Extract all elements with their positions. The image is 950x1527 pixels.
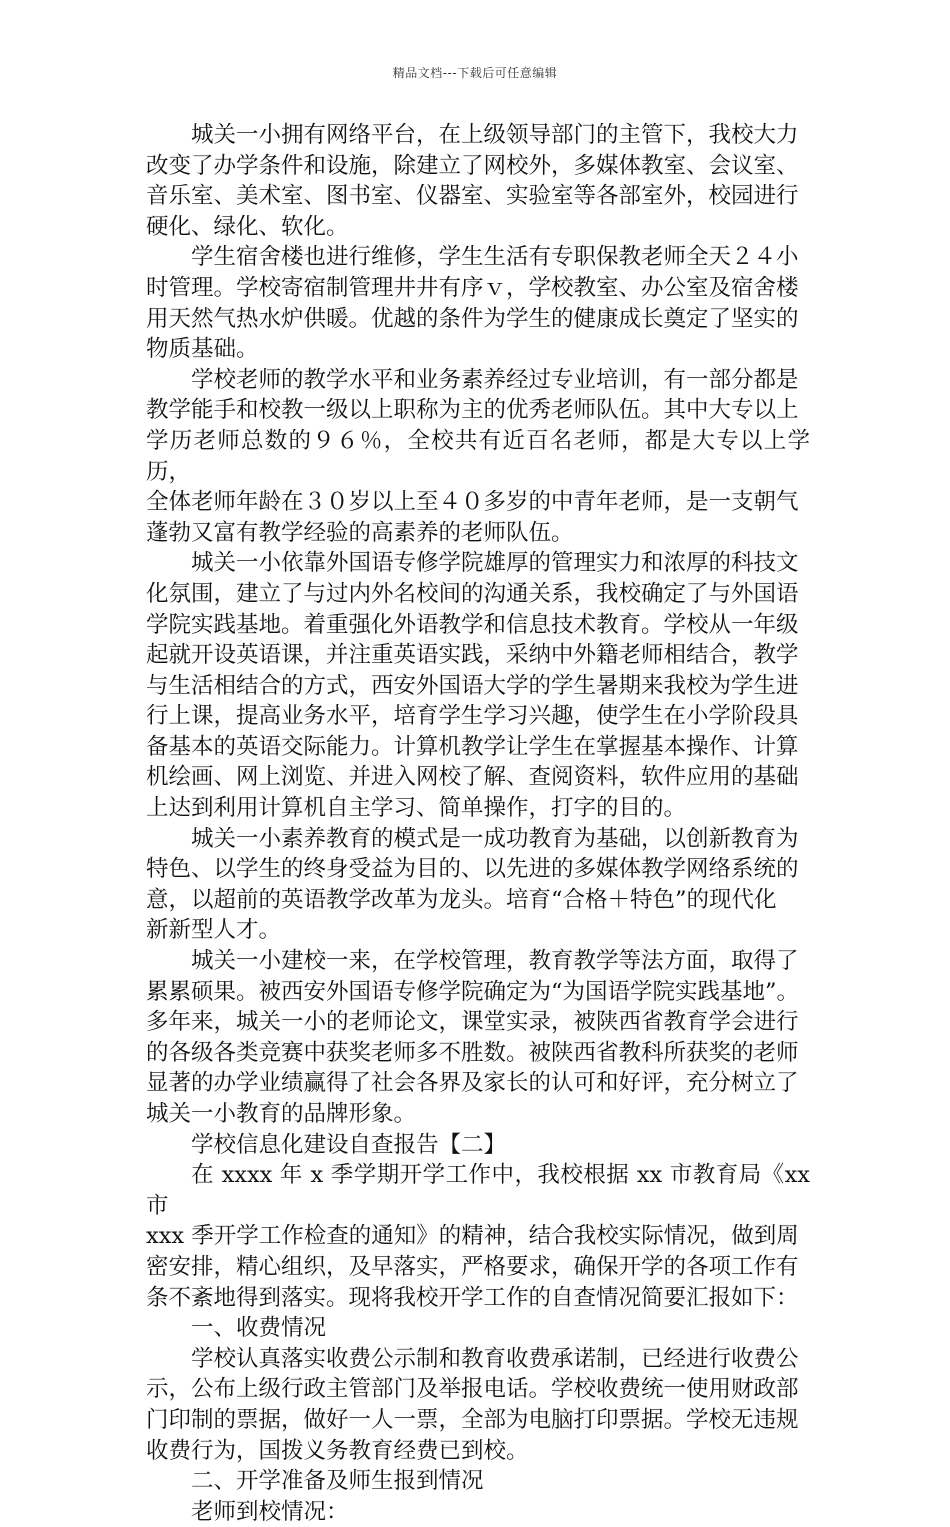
section-heading-preparation: 二、开学准备及师生报到情况 bbox=[191, 1468, 484, 1495]
paragraph-teachers: 学校老师的教学水平和业务素养经过专业培训，有一部分都是 教学能手和校教一级以上职称为主的优秀老师队伍。其中大专以上 学历老师总数的９６％，全校共有近百名老师，都是大专以上学历， 全体老师年龄在３０岁以上至４０多岁的中青年老师，是一支朝气 蓬勃又富有教学经验的高素养的老师队伍。 bbox=[146, 366, 810, 546]
paragraph-fees: 学校认真落实收费公示制和教育收费承诺制，已经进行收费公 示，公布上级行政主管部门及举报电话。学校收费统一使用财政部 门印制的票据，做好一人一票，全部为电脑打印票据。学校无违规 收费行为，国拨义务教育经费已到校。 bbox=[146, 1345, 799, 1464]
page-header: 精品文档---下载后可任意编辑 bbox=[392, 66, 558, 80]
section-heading-fees: 一、收费情况 bbox=[191, 1315, 327, 1342]
paragraph-foreign-language: 城关一小依靠外国语专修学院雄厚的管理实力和浓厚的科技文 化氛围，建立了与过内外名校间的沟通关系，我校确定了与外国语 学院实践基地。着重强化外语教学和信息技术教育。学校从一年级 起就开设英语课，并注重英语实践，采纳中外籍老师相结合，教学 与生活相结合的方式，西安外国语大学的学生暑期来我校为学生进 行上课，提高业务水平，培育学生学习兴趣，使学生在小学阶段具 备基本的英语交际能力。计算机教学让学生在掌握基本操作、计算 机绘画、网上浏览、并进入网校了解、查阅资料，软件应用的基础 上达到利用计算机自主学习、简单操作，打字的目的。 bbox=[146, 550, 799, 822]
paragraph-achievements: 城关一小建校一来，在学校管理，教育教学等法方面，取得了 累累硕果。被西安外国语专修学院确定为“为国语学院实践基地”。 多年来，城关一小的老师论文，课堂实录，被陕西省教育学会进行 的各级各类竞赛中获奖老师多不胜数。被陕西省教科所获奖的老师 显著的办学业绩赢得了社会各界及家长的认可和好评，充分树立了 城关一小教育的品牌形象。 bbox=[146, 948, 800, 1127]
paragraph-facilities: 城关一小拥有网络平台，在上级领导部门的主管下，我校大力 改变了办学条件和设施，除建立了网校外，多媒体教室、会议室、 音乐室、美术室、图书室、仪器室、实验室等各部室外，校园进行 硬化、绿化、软化。 bbox=[146, 122, 799, 240]
paragraph-dormitory: 学生宿舍楼也进行维修，学生生活有专职保教老师全天２４小 时管理。学校寄宿制管理井井有序ｖ，学校教室、办公室及宿舍楼 用天然气热水炉供暖。优越的条件为学生的健康成长奠定了坚实的 物质基础。 bbox=[146, 244, 799, 363]
paragraph-intro: 在 xxxx 年 x 季学期开学工作中，我校根据 xx 市教育局《xx 市 xxx 季开学工作检查的通知》的精神，结合我校实际情况，做到周 密安排，精心组织，及早落实，严格要求，确保开学的各项工作有 条不紊地得到落实。现将我校开学工作的自查情况简要汇报如下： bbox=[146, 1162, 810, 1311]
document-body bbox=[146, 120, 810, 1527]
paragraph-education-model: 城关一小素养教育的模式是一成功教育为基础，以创新教育为 特色、以学生的终身受益为目的、以先进的多媒体教学网络系统的 意，以超前的英语教学改革为龙头。培育“合格＋特色”的现代化 新新型人才。 bbox=[146, 825, 799, 944]
section-heading-report-two: 学校信息化建设自查报告【二】 bbox=[191, 1131, 507, 1158]
paragraph-teacher-arrival: 老师到校情况： bbox=[191, 1498, 349, 1525]
